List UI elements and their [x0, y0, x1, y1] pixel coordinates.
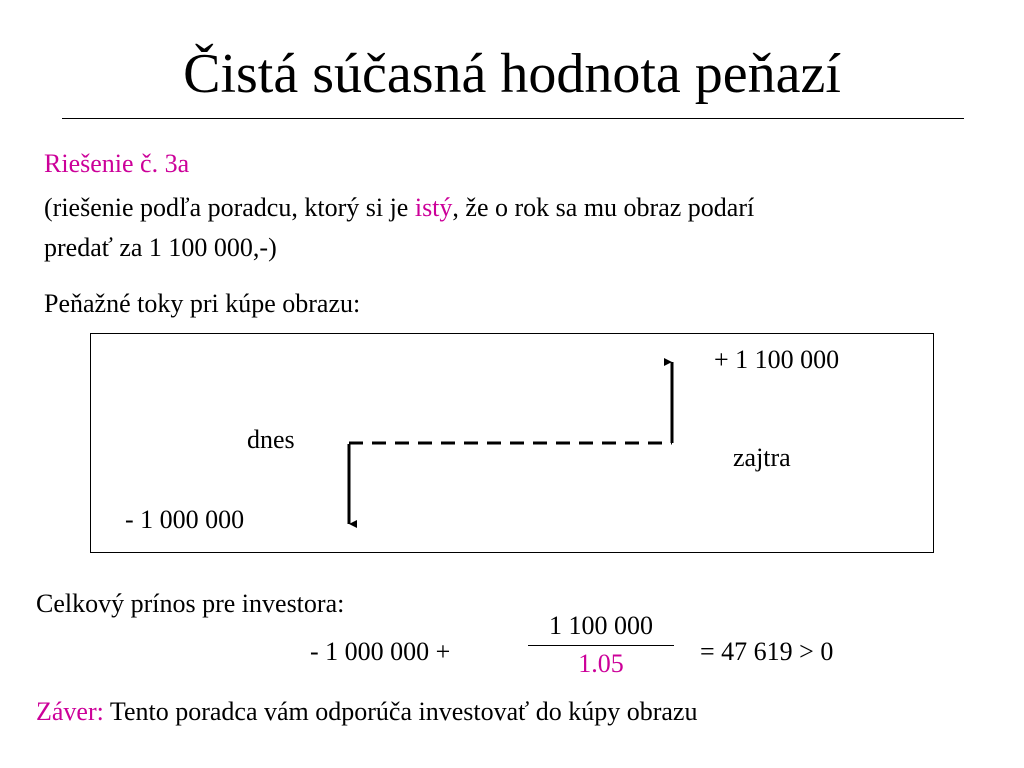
formula-numerator: 1 100 000 — [549, 611, 653, 640]
tomorrow-label: zajtra — [733, 443, 791, 472]
formula-lhs: - 1 000 000 + — [310, 637, 451, 666]
cashflow-diagram — [90, 333, 934, 553]
fraction-bar — [528, 645, 674, 646]
conclusion-label: Záver: — [36, 697, 104, 726]
subtitle-highlight: istý — [414, 193, 453, 222]
slide-title: Čistá súčasná hodnota peňazí — [183, 43, 841, 105]
title-divider — [62, 118, 964, 119]
subtitle-text-start: (riešenie podľa poradcu, ktorý si je — [44, 193, 415, 222]
formula-denominator: 1.05 — [578, 649, 624, 678]
conclusion — [36, 696, 697, 728]
benefit-heading: Celkový prínos pre investora: — [36, 589, 345, 618]
inflow-label: + 1 100 000 — [714, 345, 840, 374]
subtitle-line-2: predať za 1 100 000,-) — [44, 233, 277, 262]
subtitle-text-end: , že o rok sa mu obraz podarí — [452, 193, 755, 222]
today-label: dnes — [247, 425, 295, 454]
conclusion-text: Tento poradca vám odporúča investovať do kúpy obrazu — [103, 697, 698, 726]
solution-heading: Riešenie č. 3a — [44, 149, 190, 178]
subtitle-line-1 — [44, 192, 754, 224]
cashflow-heading: Peňažné toky pri kúpe obrazu: — [44, 289, 361, 318]
outflow-label: - 1 000 000 — [125, 505, 245, 534]
formula-result: = 47 619 > 0 — [700, 637, 834, 666]
